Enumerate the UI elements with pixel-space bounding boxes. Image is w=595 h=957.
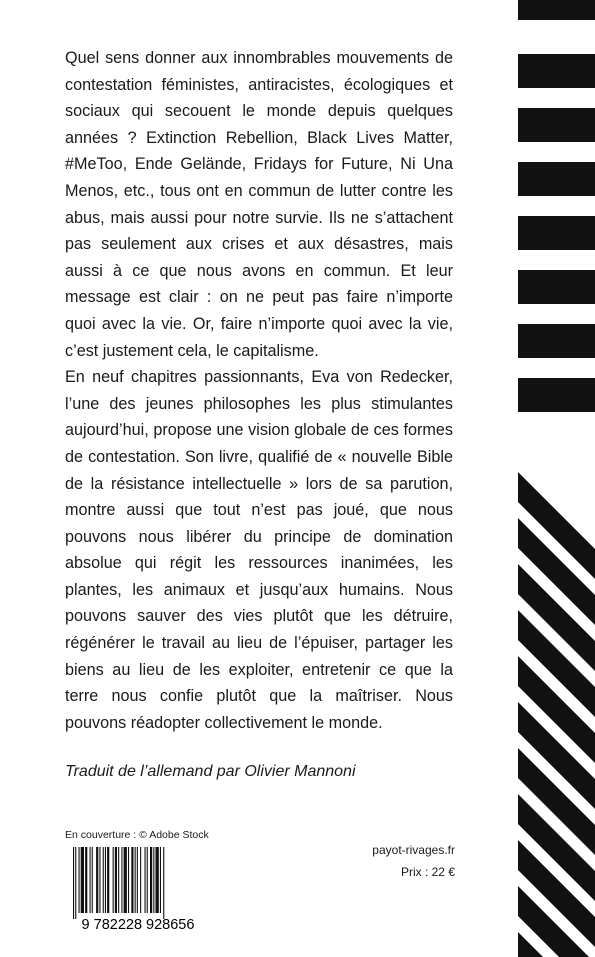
barcode-bar — [81, 847, 84, 913]
translator-credit: Traduit de l’allemand par Olivier Mannoni — [65, 763, 356, 780]
horizontal-stripe — [518, 162, 595, 196]
barcode-bar — [135, 847, 136, 913]
horizontal-stripe — [518, 270, 595, 304]
barcode-bar — [113, 847, 114, 913]
barcode-bar — [137, 847, 138, 913]
horizontal-stripe — [518, 324, 595, 358]
back-cover-blurb — [65, 45, 453, 736]
barcode-bar — [121, 847, 122, 913]
barcode-bar — [153, 847, 154, 913]
book-price: Prix : 22 € — [400, 865, 455, 879]
barcode-bar — [73, 847, 74, 919]
blurb-paragraph-2: En neuf chapitres passionnants, Eva von Redecker, l’une des jeunes philosophes les plus stimulantes aujourd’hui, propose une vision globale de ces formes de contestation. Son livre, qualifié de « nouvelle Bible de la résistance intellectuelle » lors de sa parution, montre aussi que tout n’est pas joué, que nous pouvons nous libérer du principe de domination absolue qui régit les ressources inanimées, les plantes, les animaux et jusqu’aux humains. Nous pouvons sauver des vies plutôt que les détruire, régénérer le travail au lieu de l’épuiser, partager les biens au lieu de les exploiter, entretenir ce que la terre nous confie plutôt que la maîtriser. Nous pouvons réadopter collectivement le monde. — [65, 368, 453, 732]
barcode-bar — [105, 847, 106, 913]
barcode-bar — [124, 847, 127, 913]
cover-image-credit: En couverture : © Adobe Stock — [65, 829, 209, 841]
barcode-bar — [75, 847, 76, 919]
barcode-bar — [150, 847, 152, 913]
barcode-bar — [160, 847, 161, 913]
barcode-bar — [99, 847, 100, 913]
horizontal-stripe — [518, 378, 595, 412]
barcode-bar — [140, 847, 141, 913]
horizontal-stripe — [518, 216, 595, 250]
barcode-bar — [115, 847, 117, 913]
publisher-website: payot-rivages.fr — [372, 843, 455, 857]
horizontal-stripe — [518, 108, 595, 142]
barcode-bar — [163, 847, 164, 919]
horizontal-stripe — [518, 54, 595, 88]
barcode-bar — [107, 847, 109, 913]
barcode-bar — [96, 847, 98, 913]
barcode-bar — [85, 847, 87, 913]
barcode-bar — [103, 847, 104, 913]
barcode-bar — [118, 847, 119, 913]
barcode-bar — [147, 847, 148, 913]
barcode-bar — [128, 847, 129, 913]
barcode-bar — [92, 847, 93, 913]
horizontal-stripe — [518, 0, 595, 20]
barcode-bar — [90, 847, 91, 913]
isbn-digits: 9 782228 928656 — [81, 917, 195, 931]
barcode-bar — [79, 847, 80, 913]
isbn-barcode — [65, 845, 211, 931]
barcode-bar — [131, 847, 133, 913]
barcode-bar — [145, 847, 146, 913]
decorative-stripes — [518, 0, 595, 957]
blurb-paragraph-1: Quel sens donner aux innombrables mouvements de contestation féministes, antiracistes, écologiques et sociaux qui secouent le monde depuis quelques années ? Extinction Rebellion, Black Lives Matter, #MeToo, Ende Gelände, Fridays for Future, Ni Una Menos, etc., tous ont en commun de lutter contre les abus, mais aussi pour notre survie. Ils ne s’attachent pas seulement aux crises et aux désastres, mais aussi à ce que nous avons en commun. Et leur message est clair : on ne peut pas faire n’importe quoi avec la vie. Or, faire n’importe quoi avec la vie, c’est justement cela, le capitalisme. — [65, 49, 453, 360]
barcode-bar — [156, 847, 159, 913]
